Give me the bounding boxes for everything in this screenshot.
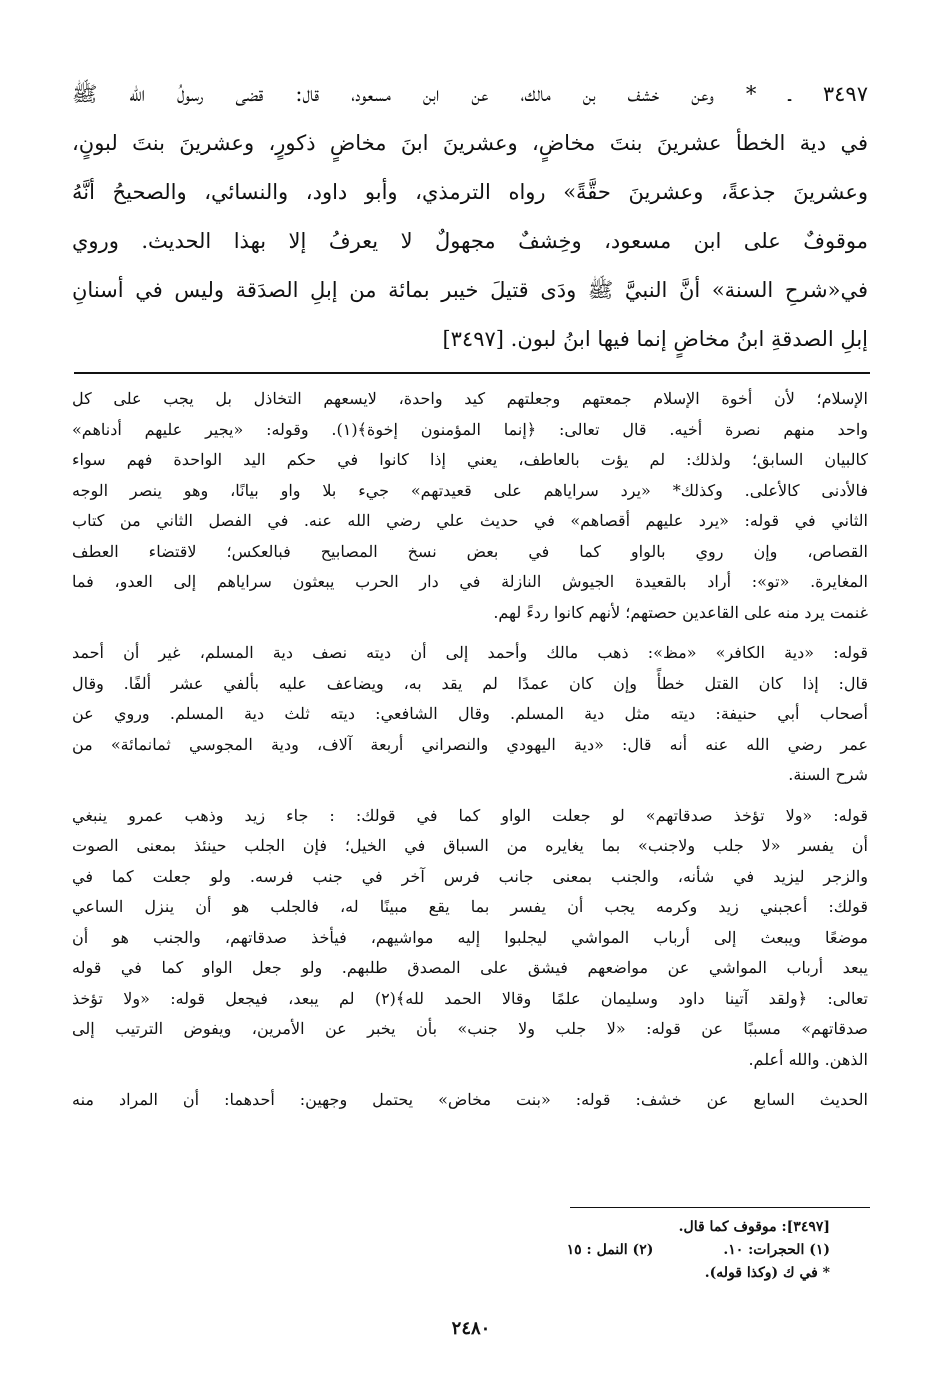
footnote-asterisk: * في ك (وكذا قوله). <box>704 1265 830 1281</box>
hadith-line: في«شرحِ السنة» أنَّ النبيَّ ﷺ ودَى قتيلَ خيبر بمائة من إبلِ الصدَقة وليس في أسنانِ <box>72 278 868 302</box>
commentary-line: القصاص، وإن روي بالواو كما في بعض نسخ المصابيح فبالعكس؛ لاقتضاء العطف <box>72 541 868 561</box>
commentary-line: واحد منهم نصرة أخيه. قال تعالى: ﴿إنما المؤمنون إخوة﴾(١). وقوله: «يجير عليهم أدناهم» <box>72 419 869 439</box>
commentary-line: قال: إذا كان القتل خطأً وإن كان عمدًا لم يقد به، ويضاعف عليه بألفي عشر ألفًا. وقال <box>72 673 868 693</box>
hadith-line: في دية الخطأ عشرينَ بنتَ مخاضٍ، وعشرينَ ابنَ مخاضٍ ذكورٍ، وعشرينَ بنتَ لبونٍ، <box>72 131 868 155</box>
commentary-line: أن يفسر «لا جلب ولاجنب» بما يغايره من السباق في الخيل؛ فإن الجلب حينئذ بمعنى الصوت <box>72 836 868 855</box>
commentary-paragraph <box>72 384 868 628</box>
commentary-block <box>72 384 868 1126</box>
commentary-line: الذهن. والله أعلم. <box>748 1049 868 1069</box>
commentary-line: تعالى: ﴿ولقد آتينا داود وسليمان علمًا وقالا الحمد لله﴾(٢) لم يبعد، فيجعل قوله: «ولا تؤخذ <box>72 988 869 1008</box>
footnote-2: (٢) النمل : ١٥ <box>566 1242 654 1258</box>
footnote-divider <box>570 1207 870 1208</box>
commentary-line: الإسلام؛ لأن أخوة الإسلام جمعتهم وجعلتهم كيد واحدة، لايسعهم التخاذل بل يجب على كل <box>72 389 868 408</box>
section-divider <box>74 372 870 374</box>
commentary-line: الحديث السابع عن خشف: قوله: «بنت مخاض» يحتمل وجهين: أحدهما: أن المراد منه <box>72 1090 868 1109</box>
hadith-line: إبلِ الصدقةِ ابنُ مخاضٍ إنما فيها ابنُ لبون. [٣٤٩٧] <box>442 327 868 351</box>
commentary-paragraph <box>72 801 868 1076</box>
hadith-line: وعشرينَ جذعةً، وعشرينَ حقَّةً» رواه الترمذي، وأبو داود، والنسائي، والصحيحُ أنَّهُ <box>72 180 868 204</box>
footnote-status: [٣٤٩٧]: موقوف كما قال. <box>678 1219 830 1235</box>
commentary-line: صدقاتهم» مسببًا عن قوله: «لا جلب ولا جنب» بأن يخبر عن الأمرين، ويفوض الترتيب إلى <box>72 1019 868 1038</box>
footnote-refs-row <box>410 1239 830 1262</box>
commentary-line: قولك: أعجبني زيد وكرمه يجب أن يفسر بما يقع مبينًا له، فالجلب هو أن ينزل الساعي <box>72 897 868 916</box>
footnotes <box>410 1216 830 1285</box>
commentary-line: غنمت يرد منه على القاعدين حصتهم؛ لأنهم كانوا ردءً لهم. <box>493 602 868 622</box>
hadith-line: موقوفٌ على ابن مسعود، وخِشفٌ مجهولٌ لا يعرفُ إلا بهذا الحديث. وروي <box>72 229 868 253</box>
commentary-paragraph <box>72 638 868 791</box>
commentary-paragraph <box>72 1085 868 1116</box>
commentary-line: المغايرة. «تو»: أراد بالقعيدة الجيوش النازلة في دار الحرب يبعثون سراياهم إلى العدو، فما <box>72 572 868 591</box>
hadith-text-block <box>72 70 868 364</box>
footnote-1: (١) الحجرات: ١٠. <box>723 1242 830 1258</box>
commentary-line: والزجر ليزيد في شأنه، والجنب بمعنى جانب فرس آخر في جنب فرسه. ولو جعلت كما في <box>72 866 868 886</box>
commentary-line: أصحاب أبي حنيفة: ديته مثل دية المسلم. وقال الشافعي: ديته ثلث دية المسلم. وروي عن <box>72 704 868 723</box>
commentary-line: كالبيان السابق؛ ولذلك: لم يؤت بالعاطف، يعني إذا كانوا في حكم اليد الواحدة فهم سواء <box>72 450 868 469</box>
commentary-line: موضعًا ويبعث إلى أرباب المواشي ليجلبوا إليه مواشيهم، فيأخذ صدقاتهم، والجنب هو أن <box>72 927 868 947</box>
commentary-line: يبعد أرباب المواشي عن مواضعهم فيشق على المصدق طلبهم. ولو جعل الواو كما في قوله <box>72 958 868 977</box>
commentary-line: قوله: «ولا تؤخذ صدقاتهم» لو جعلت الواو كما في قولك: : جاء زيد وذهب عمرو ينبغي <box>72 805 868 825</box>
commentary-line: قوله: «دية الكافر» «مظ»: ذهب مالك وأحمد إلى أن ديته نصف دية المسلم، غير أن أحمد <box>72 643 869 662</box>
hadith-line: ٣٤٩٧ ـ * وعن خشف بن مالك، عن ابن مسعود، قال: قضى رسولُ الله ﷺ <box>72 82 868 106</box>
commentary-line: الثاني في قوله: «يرد عليهم أقصاهم» في حديث علي رضي الله عنه. في الفصل الثاني من كتاب <box>72 511 868 530</box>
page-number: ٢٤٨٠ <box>451 1318 491 1339</box>
commentary-line: شرح السنة. <box>788 765 868 784</box>
commentary-line: عمر رضي الله عنه أنه قال: «دية اليهودي والنصراني أربعة آلاف، ودية المجوسي ثمانمائة» من <box>72 734 868 754</box>
commentary-line: فالأدنى كالأعلى. وكذلك* «يرد سراياهم على قعيدتهم» جيء بلا واو بيانًا، وهو ينصر الوجه <box>72 480 868 500</box>
